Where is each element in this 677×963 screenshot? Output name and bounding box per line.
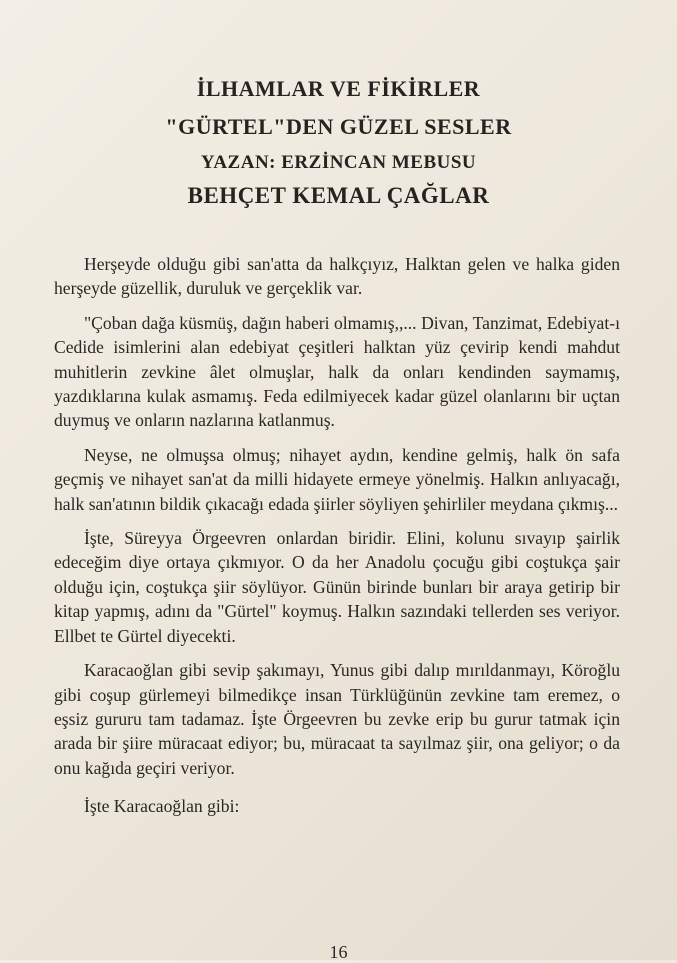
article-body [54,252,620,829]
paragraph: Herşeyde olduğu gibi san'atta da halkçıyız, Halktan gelen ve halka giden herşeyde güzellik, duruluk ve gerçeklik var. [54,254,620,299]
author-role: YAZAN: ERZİNCAN MEBUSU [200,152,477,173]
author-name: BEHÇET KEMAL ÇAĞLAR [187,183,490,208]
paragraph: "Çoban dağa küsmüş, dağın haberi olmamış,,... Divan, Tanzimat, Edebiyat-ı Cedide isimlerini alan edebiyat çeşitleri halktan yüz çevirip kendi mahdut muhitlerin zevkine âlet olmuşlar, halk da onları kendinden saymamış, yazdıklarına kulak asmamış. Feda edilmiyecek kadar güzel olanlarını bir uçtan duymuş ve onların nazlarına katlanmuş. [54,312,620,431]
paragraph: Neyse, ne olmuşsa olmuş; nihayet aydın, kendine gelmiş, halk ön safa geçmiş ve nihayet san'at da milli hidayete ermeye yönelmiş. Halkın anlıyacağı, halk san'atının bildik çıkacağı edada şiirler söyliyen şehirliler meydana çıkmış... [54,444,620,514]
article-title: "GÜRTEL"DEN GÜZEL SESLER [165,114,512,139]
paragraph: İşte Karacaoğlan gibi: [84,796,240,817]
paragraph: İşte, Süreyya Örgeevren onlardan biridir. Elini, kolunu sıvayıp şairlik edeceğim diye ortaya çıkmıyor. O da her Anadolu çocuğu gibi coştukça şair olduğu için, coştukça şiir söylüyor. Günün birinde bunları bir araya getirip bir kitap yapmış, adını da "Gürtel" koymuş. Halkın sazındaki tellerden ses veriyor. Ellbet te Gürtel diyecekti. [54,528,620,646]
section-title: İLHAMLAR VE FİKİRLER [196,76,481,101]
paragraph: Karacaoğlan gibi sevip şakımayı, Yunus gibi dalıp mırıldanmayı, Köroğlu gibi coşup gürlemeyi bilmedikçe insan Türklüğünün zevkine tam eremez, o eşsiz gururu tam tadamaz. İşte Örgeevren bu zevke erip bu gurur tatmak için arada bir şiire müracaat ediyor; bu, müracaat ta sayılmaz şiir, ona geliyor; o da onu kağıda geçiri veriyor. [54,660,620,778]
page-number: 16 [329,942,348,962]
